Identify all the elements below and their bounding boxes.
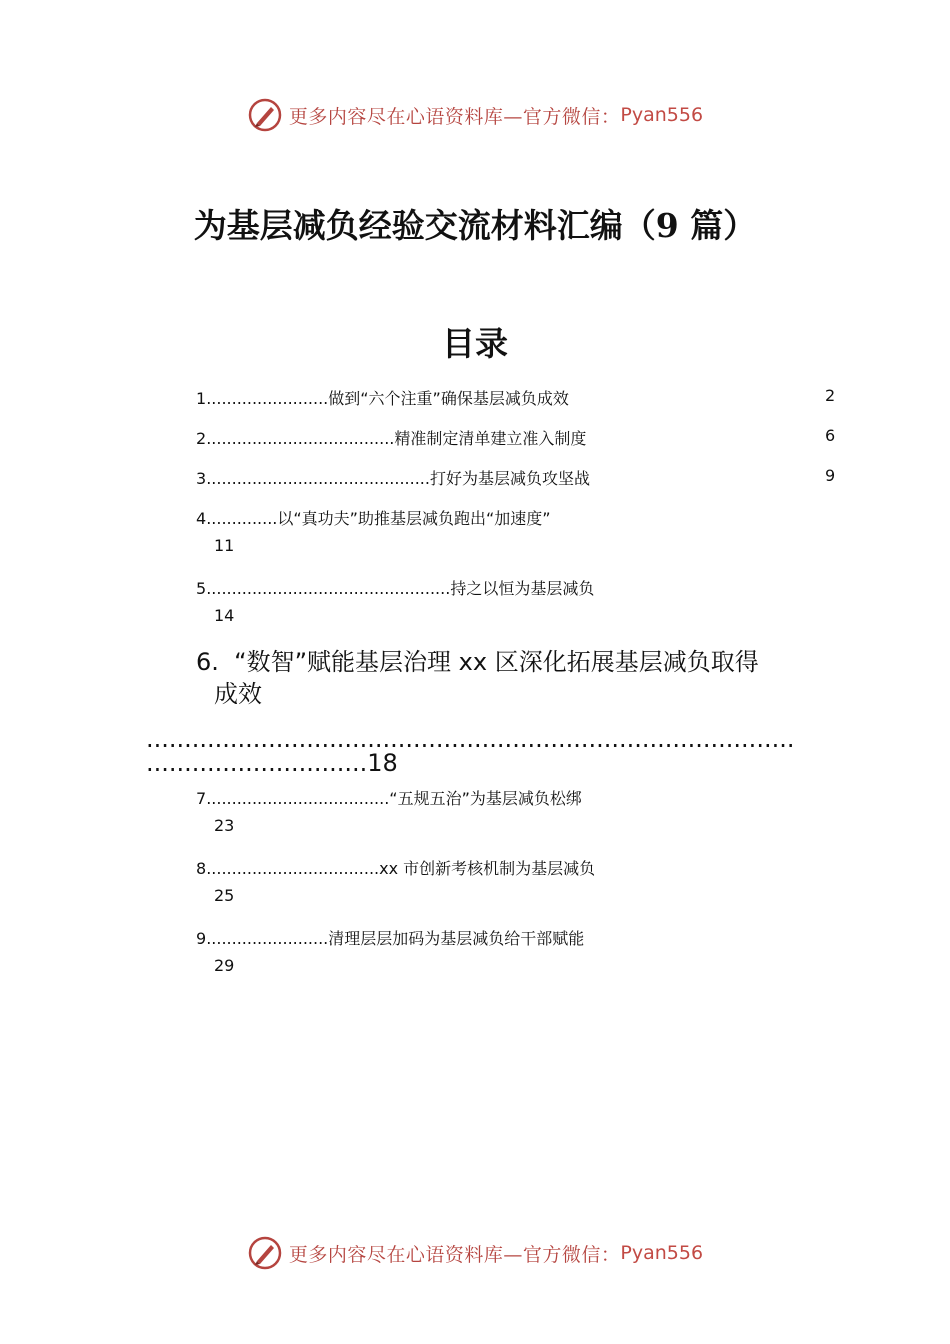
- toc-item-number: 5: [196, 579, 207, 598]
- toc-item-5[interactable]: [196, 576, 840, 625]
- toc-item-page: 25: [214, 886, 235, 905]
- pen-logo-icon: [247, 1235, 283, 1271]
- document-title: 为基层减负经验交流材料汇编（9 篇）: [193, 206, 757, 245]
- toc-leader-dots-line-2: [146, 748, 846, 778]
- toc-item-number: 3: [196, 469, 207, 488]
- toc-item-1[interactable]: [196, 386, 840, 418]
- toc-item-title: 以“真功夫”助推基层减负跑出“加速度”: [277, 509, 551, 528]
- banner-brand-text: 更多内容尽在心语资料库—官方微信：: [288, 105, 621, 128]
- toc-leader-dots: .............................: [146, 749, 368, 777]
- toc-item-title: 打好为基层减负攻坚战: [429, 469, 590, 488]
- toc-leader-dots: ........................: [206, 389, 329, 408]
- footer-banner: [0, 1233, 950, 1273]
- toc-item-title: “五规五治”为基层减负松绑: [389, 789, 582, 808]
- toc-item-title-continued: 成效: [214, 680, 262, 708]
- toc-item-page: 2: [825, 386, 836, 405]
- toc-item-title: 清理层层加码为基层减负给干部赋能: [328, 929, 585, 948]
- toc-item-6[interactable]: [196, 646, 840, 710]
- toc-item-page: 11: [214, 536, 235, 555]
- toc-item-title: “数智”赋能基层治理 xx 区深化拓展基层减负取得: [234, 648, 759, 676]
- toc-item-number: 1: [196, 389, 207, 408]
- toc-item-page: 6: [825, 426, 836, 445]
- toc-item-page: 14: [214, 606, 235, 625]
- toc-leader-dots: ..................................: [206, 859, 380, 878]
- toc-leader-dots: ........................: [206, 929, 329, 948]
- toc-leader-dots: ....................................: [206, 789, 390, 808]
- toc-item-number: 7: [196, 789, 207, 808]
- toc-item-page: 9: [825, 466, 836, 485]
- toc-item-9[interactable]: [196, 926, 840, 975]
- toc-item-number: 4: [196, 509, 207, 528]
- toc-item-number: 8: [196, 859, 207, 878]
- toc-item-title: 持之以恒为基层减负: [450, 579, 595, 598]
- toc-item-2[interactable]: [196, 426, 840, 458]
- toc-leader-dots: ................................................: [206, 579, 451, 598]
- toc-item-7[interactable]: [196, 786, 840, 835]
- banner-handle-text: Pyan556: [620, 104, 704, 126]
- toc-item-8[interactable]: [196, 856, 840, 905]
- toc-item-4[interactable]: [196, 506, 840, 555]
- toc-item-page: 18: [367, 749, 398, 777]
- toc-item-page: 29: [214, 956, 235, 975]
- toc-leader-dots-line: .....................................................................................: [146, 725, 795, 753]
- toc-item-page: 23: [214, 816, 235, 835]
- toc-item-number: 2: [196, 429, 207, 448]
- toc-item-title: 精准制定清单建立准入制度: [394, 429, 587, 448]
- banner-handle-text: Pyan556: [620, 1242, 704, 1264]
- toc-leader-dots: .....................................: [206, 429, 395, 448]
- toc-item-title: xx 市创新考核机制为基层减负: [379, 859, 596, 878]
- toc-item-number: 9: [196, 929, 207, 948]
- toc-leader-dots: ..............: [206, 509, 278, 528]
- pen-logo-icon: [247, 97, 283, 133]
- toc-item-3[interactable]: [196, 466, 840, 498]
- toc-leader-dots: ............................................: [206, 469, 430, 488]
- toc-item-number: 6.: [196, 648, 219, 676]
- toc-heading: 目录: [442, 324, 508, 363]
- header-banner: [0, 95, 950, 135]
- toc-item-title: 做到“六个注重”确保基层减负成效: [328, 389, 569, 408]
- banner-brand-text: 更多内容尽在心语资料库—官方微信：: [288, 1243, 621, 1266]
